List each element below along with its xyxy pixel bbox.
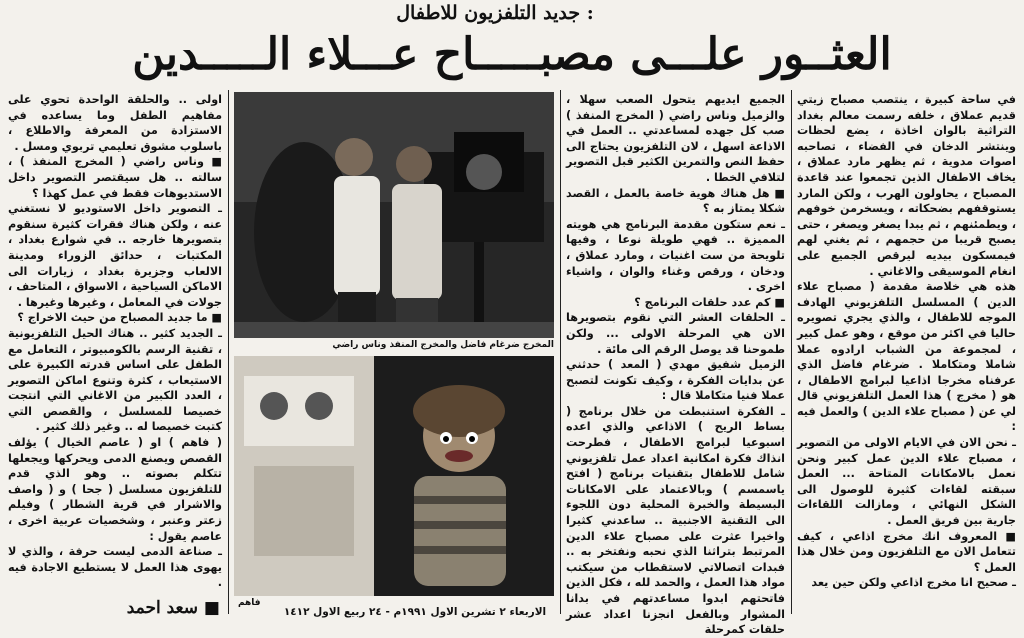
article-byline: ■ سعد احمد [126, 598, 220, 618]
paragraph: ـ صناعة الدمى ليست حرفة ، والذي لا يهوى هذا العمل لا يستطيع الاجادة فيه . [8, 545, 222, 590]
photo-puppet [234, 356, 554, 596]
paragraph: ـ نعم ستكون مقدمة البرنامج هي هويته المميزة .. فهي طويلة نوعا ، وفيها تلويحة من ست اغنيات ، ومارد عملاق ، ودخان ، ورقص وغناء والوان ، واشياء اخرى . [566, 217, 785, 294]
paragraph: ■ هل هناك هوية خاصة بالعمل ، القصد شكلا يمتاز به ؟ [566, 186, 785, 216]
article-column-2 [566, 92, 785, 637]
paragraph: ( فاهم ) او ( عاصم الخيال ) يؤلف القصص ويصنع الدمى ويحركها ويجعلها تتكلم بصوته .. وهو الذي قدم للتلفزيون مسلسل ( جحا ) و ( واصف والاشرار في قرية الشطار ) وفيلم زعتر وعنبر ، وشخصيات عربية اخرى ، عاصم يقول : [8, 436, 222, 543]
paragraph: ـ الحلقات العشر التي نقوم بتصويرها الان هي المرحلة الاولى ... ولكن طموحنا قد يوصل الرقم الى مائة . [566, 311, 785, 356]
column-divider [228, 90, 229, 614]
article-column-1 [797, 92, 1016, 612]
paragraph: ـ نحن الان في الايام الاولى من التصوير ، مصباح علاء الدين عمل كبير ونحن نعمل بالامكانات المتاحة ... العمل سبقته لقاءات كثيرة للوصول الى الشكل النهائي ، ومازالت اللقاءات جارية بين فريق العمل . [797, 436, 1016, 528]
issue-dateline: الاربعاء ٢ تشرين الاول ١٩٩١م - ٢٤ ربيع الاول ١٤١٢ [283, 606, 547, 618]
paragraph: هذه هي خلاصة مقدمة ( مصباح علاء الدين ) المسلسل التلفزيوني الهادف الموجه للاطفال ، والذي يجري تصويره حاليا في اكثر من موقع ، وهو عمل كبير ، لمجموعة من الشباب ارادوه عملا شاملا ومتكاملا . ضرغام فاضل الذي عرفناه مخرجا اذاعيا لبرامج الاطفال ، هو ( مخرج ) هذا العمل التلفزيوني قال لي عن ( مصباح علاء الدين ) والعمل فيه : [797, 280, 1016, 434]
paragraph: الزميل شفيق مهدي ( المعد ) حدثني عن بدايات الفكرة ، وكيف تكونت لتصبح عملا فنيا متكاملا قال : [566, 358, 785, 403]
column-divider [560, 90, 561, 614]
paragraph: ■ ما جديد المصباح من حيث الاخراج ؟ [17, 311, 222, 325]
photo-credit: فاهم [238, 598, 261, 608]
paragraph: ■ المعروف انك مخرج اذاعي ، كيف تتعامل الان مع التلفزيون ومن خلال هذا العمل ؟ [797, 529, 1016, 574]
paragraph: في ساحة كبيرة ، ينتصب مصباح زيتي قديم عملاق ، خلفه رسمت معالم بغداد التراثية بالوان اخاذة ، يضع لحظات وينتشر الدخان في الفضاء ، تصاحبه اصوات مدوية ، ثم يظهر مارد عملاق ، يخاف الاطفال الذين تجمعوا عند قاعدة المصباح ، يحاولون الهرب ، ولكن المارد يستوقفهم بضحكاته ، ويسخرمن خوفهم ، ويطمئنهم ، ثم يبدا يصغر ويصغر ، حتى يصبح قريبا من حجمهم ، ثم يغني لهم فيمسكون بيديه ليرقص الجميع على انغام الموسيقى والاغاني . [797, 93, 1016, 278]
paragraph: ■ كم عدد حلقات البرنامج ؟ [634, 295, 785, 309]
photo-directors-image [234, 92, 554, 338]
paragraph: ـ صحيح انا مخرج اذاعي ولكن حين يعد [811, 576, 1016, 590]
paragraph: ـ الجديد كثير .. هناك الحيل التلفزيونية ، تقنية الرسم بالكومبيوتر ، التعامل مع الطفل على اساس قدرته الكبيرة على الاستيعاب ، كثرة وتنوع اماكن التصوير ، العدد الكبير من الاغاني التي انتجت خصيصا للمسلسل ، والقصص التي كتبت خصيصا له .. وغير ذلك كثير . [8, 326, 222, 434]
paragraph: ـ التصوير داخل الاستوديو لا نستغني عنه ، ولكن هناك فقرات كثيرة سنقوم بتصويرها خارجه .. في شوارع بغداد ، المكتبات ، حدائق الزوراء ومدينة الالعاب وجزيرة بغداد ، زيارات الى الاماكن السياحية ، الاسواق ، المتاحف ، جولات في المعامل ، وغيرها وغيرها . [8, 202, 222, 309]
photo-caption: المخرج ضرغام فاضل والمخرج المنفذ وناس راضي [332, 340, 554, 350]
article-headline: العثــور علـــى مصبـــــاح عـــلاء الـــــدين [132, 29, 892, 80]
photo-directors [234, 92, 554, 338]
paragraph: ـ الفكرة استنبطت من خلال برنامج ( بساط الريح ) الاذاعي والذي اعده اسبوعيا لبرامج الاطفال ، فطرحت انذاك فكرة امكانية اعداد عمل تلفزيوني شامل للاطفال بتقنيات برنامج ( افتح ياسمسم ) وبالاعتماد على الامكانات البسيطة والخبرة المحلية دون اللجوء الى التقنية الاجنبية .. ساعدني كثيرا واخيرا عثرت على مصباح علاء الدين المرتبط بتراثنا الذي نحبه ونفتخر به .. فبدات اتصالاتي لاستقطاب من سيكتب مواد هذا العمل ، والحمد لله ، فكل الذين فاتحتهم ابدوا مساعدتهم في بدانا المشوار وبالفعل انجزنا اعداد عشر حلقات كمرحلة [566, 404, 785, 637]
article-column-4 [8, 92, 222, 592]
paragraph: اولى .. والحلقة الواحدة تحوي على مفاهيم الطفل وما يساعده في الاستزادة من المعرفة والاطلاع ، باسلوب مشوق تعليمي تربوي ومسل . [8, 93, 222, 153]
paragraph: الجميع ايديهم يتحول الصعب سهلا ، والزميل وناس راضي ( المخرج المنفذ ) صب كل جهده لمساعدتي .. العمل في الاذاعة اسهل ، لان التلفزيون يحتاج الى حفظ النص والتمرين الكثير قبل التصوير لتلافي الخطا . [566, 93, 785, 184]
column-divider [791, 90, 792, 614]
article-kicker: جديد التلفزيون للاطفال : [396, 2, 594, 24]
photo-puppet-image [234, 356, 554, 596]
paragraph: ■ وناس راضي ( المخرج المنفذ ) ، سالته .. هل سيقتصر التصوير داخل الاستديوهات فقط في عمل كهذا ؟ [8, 155, 222, 200]
